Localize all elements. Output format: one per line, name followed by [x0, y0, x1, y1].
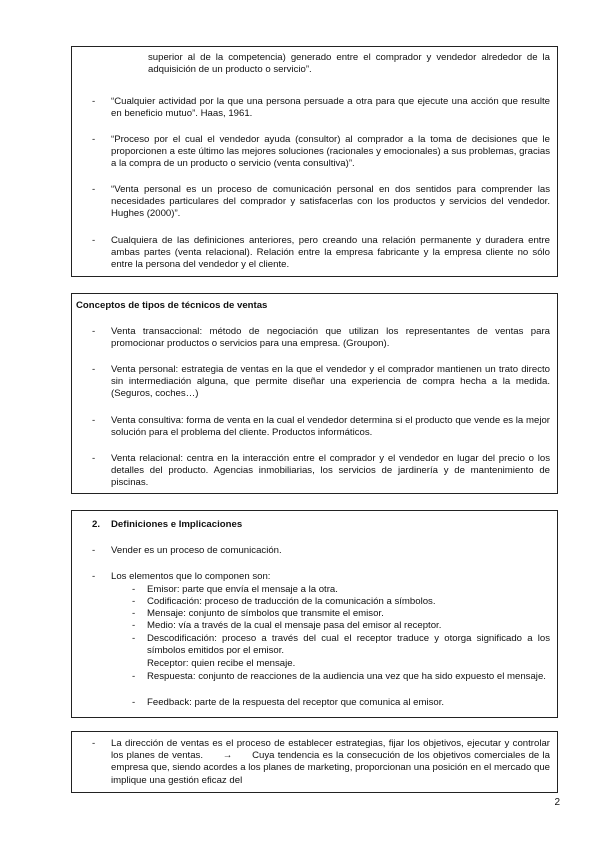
- page-number: 2: [554, 797, 560, 808]
- sub-bullet-dash: -: [132, 633, 136, 644]
- definition-relational: Cualquiera de las definiciones anteriores, pero creando una relación permanente y duradera entre ambas partes (venta relacional). Relación entre la empresa fabricante y la empresa cliente no sólo entre la persona del vendedor y el cliente.: [111, 235, 550, 271]
- bullet-dash: -: [92, 326, 96, 337]
- sales-type-relational: Venta relacional: centra en la interacción entre el comprador y el vendedor en lugar del precio o los detalles del producto. Agencias inmobiliarias, los servicios de jardinería y de mantenimiento de piscinas.: [111, 453, 550, 489]
- element-descodificacion: Descodificación: proceso a través del cual el receptor traduce y otorga significado a los símbolos emitidos por el emisor.: [147, 633, 550, 657]
- sales-type-transactional: Venta transaccional: método de negociación que utilizan los representantes de ventas para promocionar productos o servicios para una empresa. (Groupon).: [111, 326, 550, 350]
- definition-hughes: “Venta personal es un proceso de comunicación personal en dos sentidos para comprender las necesidades particulares del comprador y satisfacerlas con los productos y servicios del vendedor. Hughes (2000)”.: [111, 184, 550, 220]
- sub-bullet-dash: -: [132, 671, 136, 682]
- sub-bullet-dash: -: [132, 697, 136, 708]
- element-respuesta: Respuesta: conjunto de reacciones de la audiencia una vez que ha sido expuesto el mensaje.: [147, 671, 546, 682]
- element-feedback: Feedback: parte de la respuesta del receptor que comunica al emisor.: [147, 697, 445, 708]
- sub-bullet-dash: -: [132, 596, 136, 607]
- bullet-dash: -: [92, 96, 96, 107]
- bullet-dash: -: [92, 738, 96, 749]
- elements-intro: Los elementos que lo componen son:: [111, 571, 271, 582]
- sub-bullet-dash: -: [132, 608, 136, 619]
- bullet-dash: -: [92, 235, 96, 246]
- element-mensaje: Mensaje: conjunto de símbolos que transmite el emisor.: [147, 608, 384, 619]
- sales-type-personal: Venta personal: estrategia de ventas en la que el vendedor y el comprador mantienen un trato directo sin intermediación alguna, que permite diseñar una experiencia de compra hecha a la medida. (Seguros, coches…): [111, 364, 550, 400]
- definition-haas: “Cualquier actividad por la que una persona persuade a otra para que ejecute una acción que resulte en beneficio mutuo”. Haas, 1961.: [111, 96, 550, 120]
- section-number: 2.: [92, 519, 101, 530]
- continuation-paragraph: superior al de la competencia) generado entre el comprador y vendedor alrededor de la adquisición de un producto o servicio”.: [148, 52, 550, 76]
- element-emisor: Emisor: parte que envía el mensaje a la otra.: [147, 584, 338, 595]
- communication-statement: Vender es un proceso de comunicación.: [111, 545, 282, 556]
- element-codificacion: Codificación: proceso de traducción de la comunicación a símbolos.: [147, 596, 436, 607]
- bullet-dash: -: [92, 415, 96, 426]
- bullet-dash: -: [92, 364, 96, 375]
- bullet-dash: -: [92, 453, 96, 464]
- sales-management-trend: Cuya tendencia es la consecución de los objetivos comerciales de la empresa que, siendo acordes a los planes de marketing, proporcionan una posición en el mercado que implique una gestión eficaz del: [111, 750, 550, 786]
- element-receptor: Receptor: quien recibe el mensaje.: [147, 658, 296, 669]
- section-title: Definiciones e Implicaciones: [111, 519, 243, 530]
- bullet-dash: -: [92, 134, 96, 145]
- bullet-dash: -: [92, 545, 96, 556]
- definition-consultive: “Proceso por el cual el vendedor ayuda (consultor) al comprador a la toma de decisiones que le proporcionen a este último las mejores soluciones (racionales y emocionales) a sus problemas, gracias a la compra de un producto o servicio (venta consultiva)”.: [111, 134, 550, 170]
- sales-management-definition: La dirección de ventas es el proceso de establecer estrategias, fijar los objetivos, ejecutar y controlar los planes de ventas.: [111, 738, 550, 762]
- bullet-dash: -: [92, 571, 96, 582]
- sales-management-paragraph: [111, 738, 550, 787]
- element-medio: Medio: vía a través de la cual el mensaje pasa del emisor al receptor.: [147, 620, 442, 631]
- sales-types-heading: Conceptos de tipos de técnicos de ventas: [76, 300, 268, 311]
- sub-bullet-dash: -: [132, 584, 136, 595]
- sub-bullet-dash: -: [132, 620, 136, 631]
- bullet-dash: -: [92, 184, 96, 195]
- sales-type-consultive: Venta consultiva: forma de venta en la cual el vendedor determina si el producto que vende es la mejor solución para el problema del cliente. Productos informáticos.: [111, 415, 550, 439]
- arrow-symbol: →: [222, 750, 233, 762]
